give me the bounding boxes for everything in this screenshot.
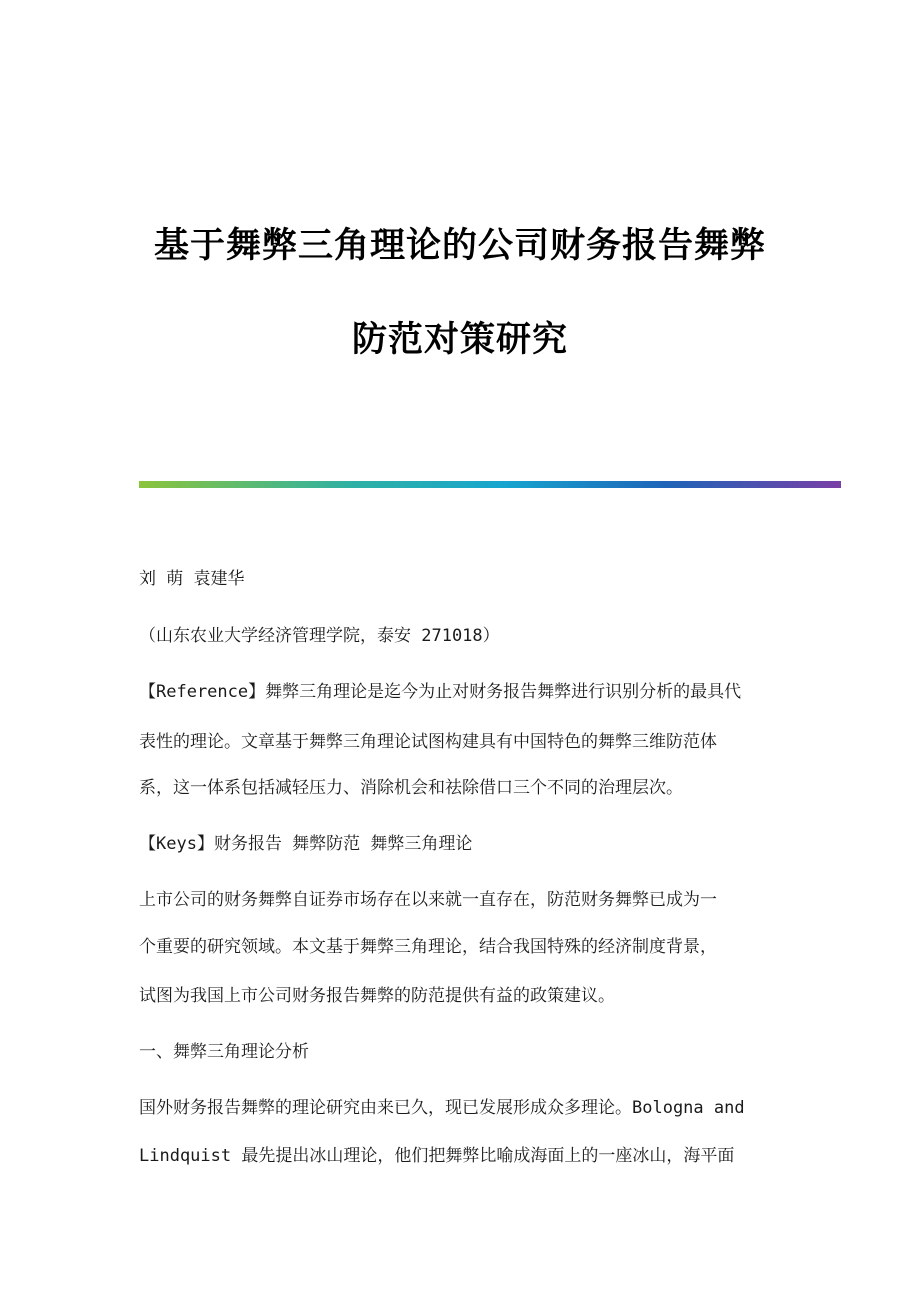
section-heading: 一、舞弊三角理论分析 [139, 1042, 309, 1062]
paper-title-line-2: 防范对策研究 [351, 319, 568, 360]
abstract-line: 表性的理论。文章基于舞弊三角理论试图构建具有中国特色的舞弊三维防范体 [139, 732, 717, 752]
keywords: 【Keys】财务报告 舞弊防范 舞弊三角理论 [139, 834, 473, 854]
abstract-line: 系，这一体系包括减轻压力、消除机会和祛除借口三个不同的治理层次。 [139, 778, 683, 798]
gradient-divider [139, 481, 841, 488]
authors: 刘 萌 袁建华 [139, 569, 245, 589]
paper-title-line-1: 基于舞弊三角理论的公司财务报告舞弊 [153, 225, 766, 266]
affiliation: （山东农业大学经济管理学院，泰安 271018） [139, 626, 500, 646]
section-body-line: 国外财务报告舞弊的理论研究由来已久，现已发展形成众多理论。Bologna and [139, 1098, 745, 1118]
abstract-line: 【Reference】舞弊三角理论是迄今为止对财务报告舞弊进行识别分析的最具代 [139, 682, 742, 702]
intro-line: 上市公司的财务舞弊自证券市场存在以来就一直存在，防范财务舞弊已成为一 [139, 890, 717, 910]
section-body-line: Lindquist 最先提出冰山理论，他们把舞弊比喻成海面上的一座冰山，海平面 [139, 1146, 735, 1166]
intro-line: 试图为我国上市公司财务报告舞弊的防范提供有益的政策建议。 [139, 986, 615, 1006]
intro-line: 个重要的研究领域。本文基于舞弊三角理论，结合我国特殊的经济制度背景， [139, 937, 717, 957]
